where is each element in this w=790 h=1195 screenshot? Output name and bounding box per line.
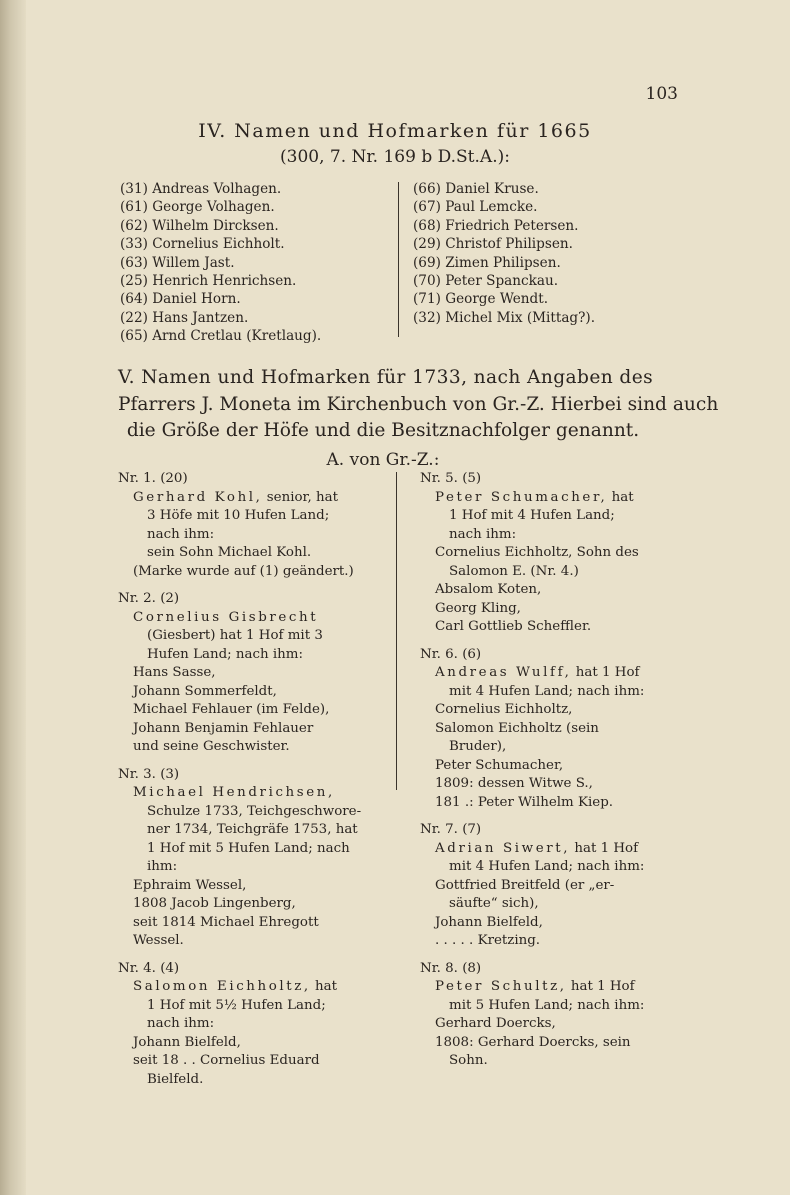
successor: (Marke wurde auf (1) geändert.)	[133, 563, 354, 579]
entry-text: ner 1734, Teichgräfe 1753, hat	[147, 822, 358, 837]
owner-name: Peter Schultz,	[435, 979, 567, 994]
page-number: 103	[645, 84, 678, 104]
entry-text: 1 Hof mit 4 Hufen Land;	[449, 508, 615, 523]
list-item: (33) Cornelius Eichholt.	[120, 236, 285, 253]
entry-text: nach ihm:	[147, 526, 215, 542]
section-v-heading-line: V. Namen und Hofmarken für 1733, nach Angaben des	[118, 367, 654, 388]
successor: seit 1814 Michael Ehregott	[133, 914, 319, 930]
column-divider	[396, 472, 397, 790]
entry-text: 1 Hof mit 5½ Hufen Land;	[147, 997, 326, 1013]
list-item: (69) Zimen Philipsen.	[413, 254, 561, 271]
entry-number: Nr. 3. (3)	[118, 766, 180, 782]
successor: Carl Gottlieb Scheffler.	[435, 619, 592, 634]
list-item: (22) Hans Jantzen.	[120, 309, 249, 326]
successor: 181 .: Peter Wilhelm Kiep.	[435, 794, 614, 810]
successor: Sohn.	[449, 1053, 488, 1068]
successor: Georg Kling,	[435, 600, 521, 616]
successor: sein Sohn Michael Kohl.	[147, 545, 312, 560]
successor: 1808 Jacob Lingenberg,	[133, 896, 296, 911]
section-iv-title: IV. Namen und Hofmarken für 1665	[198, 120, 592, 142]
section-v-subheading: A. von Gr.-Z.:	[326, 449, 440, 470]
successor: . . . . . Kretzing.	[435, 933, 541, 948]
successor: Hans Sasse,	[133, 665, 216, 680]
successor: Salomon Eichholtz (sein	[435, 720, 599, 736]
entry-text: hat	[607, 489, 634, 505]
section-iv-subtitle: (300, 7. Nr. 169 b D.St.A.):	[280, 147, 510, 167]
farm-entry	[420, 470, 682, 637]
entry-text: Hufen Land; nach ihm:	[147, 646, 304, 662]
entry-text: senior, hat	[262, 489, 338, 505]
successor: Bielfeld.	[147, 1071, 204, 1087]
entry-text: hat 1 Hof	[566, 979, 635, 994]
owner-name: Salomon Eichholtz,	[133, 979, 311, 994]
entry-text: nach ihm:	[449, 526, 517, 542]
successor: Johann Bielfeld,	[435, 914, 543, 930]
entry-text: mit 4 Hufen Land; nach ihm:	[449, 859, 645, 874]
section-v-heading	[118, 365, 719, 473]
owner-name: Cornelius Gisbrecht	[133, 609, 319, 625]
entry-text: nach ihm:	[147, 1016, 215, 1031]
farm-entry	[118, 766, 380, 951]
farm-entry	[420, 960, 682, 1071]
owner-name: Michael Hendrichsen,	[133, 785, 335, 800]
owner-name: Peter Schumacher,	[435, 489, 608, 505]
successor: säufte“ sich),	[449, 896, 539, 911]
owner-name: Adrian Siwert,	[435, 840, 571, 856]
entry-text: hat 1 Hof	[571, 665, 640, 680]
farm-entry	[420, 821, 682, 951]
entry-text: 1 Hof mit 5 Hufen Land; nach	[147, 840, 350, 856]
list-item: (67) Paul Lemcke.	[413, 199, 538, 216]
entry-number: Nr. 8. (8)	[420, 960, 482, 976]
list-item: (25) Henrich Henrichsen.	[120, 273, 297, 290]
successor: 1808: Gerhard Doercks, sein	[435, 1034, 631, 1050]
successor: und seine Geschwister.	[133, 739, 290, 754]
successor: Cornelius Eichholtz,	[435, 702, 573, 717]
entry-number: Nr. 4. (4)	[118, 960, 180, 976]
list-item: (61) George Volhagen.	[120, 199, 275, 216]
list-item: (64) Daniel Horn.	[120, 291, 241, 308]
entry-text: Schulze 1733, Teichgeschwore-	[147, 803, 362, 819]
successor: Michael Fehlauer (im Felde),	[133, 702, 330, 717]
list-item: (31) Andreas Volhagen.	[120, 181, 282, 197]
entry-text: hat 1 Hof	[570, 840, 639, 856]
entry-text: (Giesbert) hat 1 Hof mit 3	[147, 628, 323, 643]
entry-text: 3 Höfe mit 10 Hufen Land;	[147, 508, 330, 523]
successor: Gerhard Doercks,	[435, 1016, 556, 1031]
successor: Peter Schumacher,	[435, 757, 564, 773]
successor: Gottfried Breitfeld (er „er-	[435, 877, 615, 893]
successor: Ephraim Wessel,	[133, 877, 247, 893]
section-iv-right-list	[413, 180, 595, 327]
successor: Johann Sommerfeldt,	[133, 683, 277, 699]
list-item: (65) Arnd Cretlau (Kretlaug).	[120, 328, 322, 345]
entries-right-column	[420, 470, 682, 1080]
entry-number: Nr. 5. (5)	[420, 471, 482, 486]
section-v-heading-line: Pfarrers J. Moneta im Kirchenbuch von Gr.-Z. Hierbei sind auch	[118, 393, 719, 415]
successor: Absalom Koten,	[435, 582, 542, 597]
entry-text: hat	[310, 979, 338, 994]
section-iv-left-list	[120, 180, 321, 346]
owner-name: Gerhard Kohl,	[133, 489, 263, 505]
farm-entry	[118, 470, 380, 581]
list-item: (66) Daniel Kruse.	[413, 181, 539, 197]
successor: Salomon E. (Nr. 4.)	[449, 563, 579, 579]
list-item: (70) Peter Spanckau.	[413, 273, 559, 290]
entries-left-column	[118, 470, 380, 1098]
list-item: (32) Michel Mix (Mittag?).	[413, 309, 596, 326]
section-v-heading-line: die Größe der Höfe und die Besitznachfolger genannt.	[126, 420, 640, 441]
farm-entry	[118, 960, 380, 1090]
successor: Cornelius Eichholtz, Sohn des	[435, 545, 639, 560]
successor: Johann Benjamin Fehlauer	[133, 720, 314, 736]
successor: Wessel.	[133, 933, 184, 948]
list-item: (63) Willem Jast.	[120, 254, 235, 271]
column-divider	[398, 182, 399, 337]
page-gutter-shadow	[0, 0, 26, 1195]
entry-number: Nr. 2. (2)	[118, 591, 180, 606]
entry-text: ihm:	[147, 859, 178, 874]
list-item: (29) Christof Philipsen.	[413, 236, 573, 253]
entry-text: mit 4 Hufen Land; nach ihm:	[449, 683, 645, 699]
farm-entry	[420, 646, 682, 813]
entry-number: Nr. 7. (7)	[420, 822, 482, 837]
successor: Johann Bielfeld,	[133, 1034, 241, 1050]
entry-text: mit 5 Hufen Land; nach ihm:	[449, 997, 645, 1013]
entry-number: Nr. 1. (20)	[118, 471, 188, 486]
successor: 1809: dessen Witwe S.,	[435, 776, 593, 791]
list-item: (68) Friedrich Petersen.	[413, 217, 579, 234]
successor: Bruder),	[449, 739, 507, 754]
successor: seit 18 . . Cornelius Eduard	[133, 1053, 320, 1068]
list-item: (62) Wilhelm Dircksen.	[120, 217, 279, 234]
list-item: (71) George Wendt.	[413, 291, 549, 308]
farm-entry	[118, 590, 380, 757]
entry-number: Nr. 6. (6)	[420, 646, 482, 662]
owner-name: Andreas Wulff,	[435, 665, 572, 680]
